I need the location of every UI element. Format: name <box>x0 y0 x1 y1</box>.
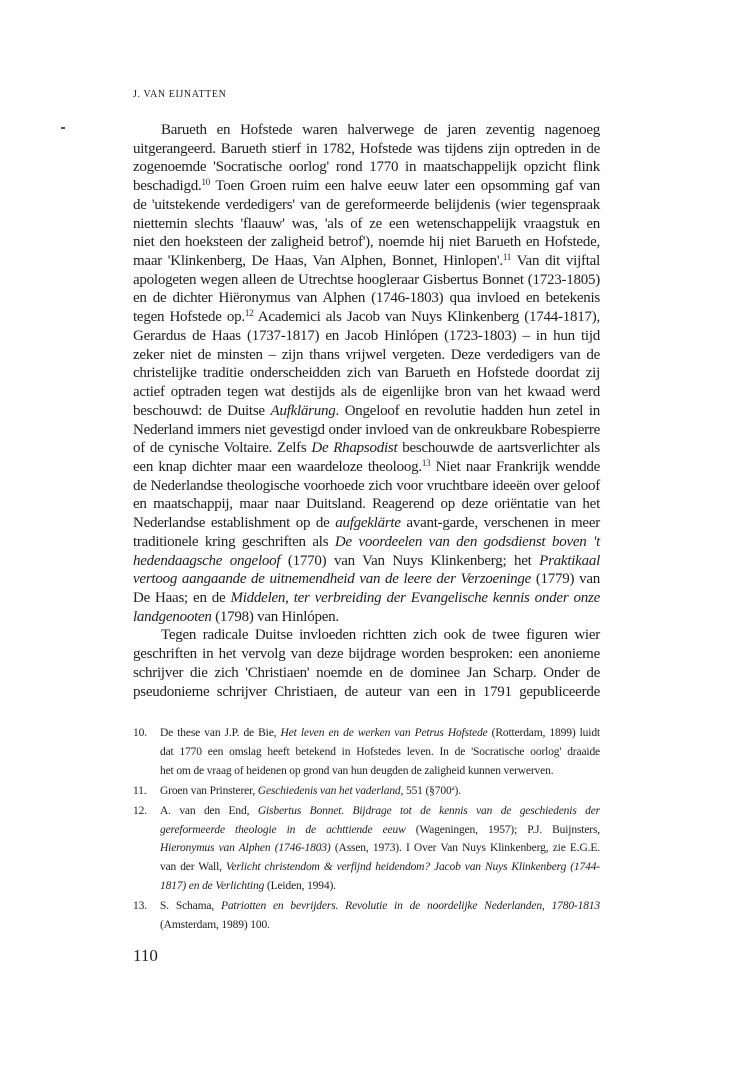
text-segment: (1770) van Van Nuys Klinkenberg; het <box>280 552 540 569</box>
text-segment: maar 'Klinkenberg, De Haas, Van Alphen, Bonnet, Hinlopen'. <box>133 253 503 270</box>
text-segment: een knap dichter maar een waardeloze theoloog. <box>133 458 422 475</box>
italic-text: vertoog aangaande de uitnemendheid van de leere der Verzoeninge <box>133 571 532 588</box>
footnote <box>133 804 600 898</box>
text-segment: traditionele kring geschriften als <box>133 533 335 550</box>
text-segment: Toen Groen ruim een halve eeuw later een opsomming gaf van <box>209 178 600 195</box>
text-segment: Gerardus de Haas (1737-1817) en Jacob Hinlópen (1723-1803) – in hun tijd <box>133 327 600 344</box>
footnote-line <box>160 764 600 783</box>
text-segment: beschouwd: de Duitse <box>133 402 271 419</box>
footnote-reference: 12 <box>244 308 254 319</box>
footnote <box>133 899 600 936</box>
footnote-number: 11. <box>133 784 147 797</box>
footnote-number: 13. <box>133 900 147 913</box>
text-segment: avant-garde, verschenen in meer <box>400 515 600 532</box>
body-line <box>133 589 600 608</box>
italic-text: De voordeelen van den godsdienst boven 't <box>334 533 600 550</box>
footnote-number: 10. <box>133 727 147 740</box>
body-line <box>133 626 600 645</box>
text-segment: schrijver die zich 'Christiaen' noemde en de dominee Jan Scharp. Onder de <box>133 664 600 681</box>
body-line <box>133 158 600 177</box>
text-segment: niettemin slechts 'flaauw' was, 'als of ze een wetenschappelijk vraagstuk en <box>133 215 600 232</box>
italic-text: Patriotten en bevrijders. Revolutie in de noordelijke Nederlanden, 1780-1813 <box>220 900 600 913</box>
text-segment: Academici als Jacob van Nuys Klinkenberg (1744-1817), <box>253 309 600 326</box>
body-line <box>133 308 600 327</box>
text-segment: het om de vraag of heidenen op grond van hun deugden de zaligheid kunnen verwerven. <box>160 764 554 777</box>
body-line <box>133 552 600 571</box>
italic-text: Het leven en de werken van Petrus Hofstede <box>280 727 488 740</box>
text-segment: De these van J.P. de Bie, <box>160 727 281 740</box>
text-segment: tegen Hofstede op. <box>133 309 245 326</box>
text-segment: zogenoemde 'Socratische oorlog' rond 1770 in maatschappelijk opzicht flink <box>133 159 600 176</box>
text-segment: en maatschappij, maar naar Duitsland. Reagerend op deze oriëntatie van het <box>133 496 600 513</box>
text-segment: De Haas; en de <box>133 589 231 606</box>
body-line <box>133 346 600 365</box>
italic-text: Aufklärung <box>270 402 336 419</box>
body-line <box>133 570 600 589</box>
body-line <box>133 439 600 458</box>
footnote-line <box>160 918 600 937</box>
body-line <box>133 533 600 552</box>
footnote-line <box>160 860 600 879</box>
footnote-reference: 13 <box>421 458 431 468</box>
footnote-number: 12. <box>133 805 147 818</box>
body-line <box>133 645 600 664</box>
text-segment: pseudonieme schrijver Christiaen, de auteur van een in 1791 gepubliceerde <box>133 683 600 700</box>
footnote-line <box>160 745 600 764</box>
body-line <box>133 215 600 234</box>
text-segment: Barueth en Hofstede waren halverwege de jaren zeventig nagenoeg <box>161 122 600 138</box>
body-line <box>133 683 600 702</box>
footnote <box>133 726 600 782</box>
body-line <box>133 514 600 533</box>
body-line <box>133 664 600 683</box>
body-line <box>133 289 600 308</box>
body-line <box>133 196 600 215</box>
text-segment: (Assen, 1973). I Over Van Nuys Klinkenberg, zie E.G.E. <box>330 842 600 855</box>
text-segment: Niet naar Frankrijk wendde <box>430 458 600 475</box>
text-segment: (1779) van <box>531 571 600 588</box>
text-segment: (Amsterdam, 1989) 100. <box>160 918 270 931</box>
text-segment: de 'uitstekende verdedigers' van de gereformeerde belijdenis (wier tegenspraak <box>133 196 600 213</box>
italic-text: Praktikaal <box>539 552 600 569</box>
body-line <box>133 421 600 440</box>
text-segment: (Rotterdam, 1899) luidt <box>487 727 600 740</box>
body-line <box>133 177 600 196</box>
text-segment: Van dit vijftal <box>511 253 601 270</box>
footnote-line <box>160 804 600 823</box>
italic-text: Hieronymus van Alphen (1746-1803) <box>160 842 331 855</box>
text-segment: uitgerangeerd. Barueth stierf in 1782, Hofstede was tijdens zijn optreden in de <box>133 140 600 157</box>
body-line <box>133 402 600 421</box>
body-line <box>133 364 600 383</box>
text-segment: Groen van Prinsterer, <box>160 784 258 797</box>
text-segment: niet den hoeksteen der zaligheid betrof'), noemde hij niet Barueth en Hofstede, <box>133 234 600 251</box>
footnote-reference: 11 <box>502 252 512 263</box>
text-segment: Nederland immers niet gevestigd onder invloed van de onkreukbare Robespierre <box>133 421 600 438</box>
italic-text: gereformeerde theologie in de achttiende eeuw <box>160 823 406 836</box>
body-line <box>133 271 600 290</box>
footnote-reference: a <box>451 785 455 793</box>
text-segment: , 551 (§700 <box>400 784 452 797</box>
footnote-reference: 10 <box>201 177 210 188</box>
text-segment: dat 1770 een omslag heeft betekend in Hofstedes leven. In de 'Socratische oorlog' draaide <box>160 746 600 759</box>
footnote <box>133 784 600 803</box>
body-line <box>133 327 600 346</box>
footnotes <box>133 725 600 936</box>
text-segment: Tegen radicale Duitse invloeden richtten zich ook de twee figuren wier <box>161 627 600 644</box>
text-segment: of de cynische Voltaire. Zelfs <box>133 440 312 457</box>
body-line <box>133 252 600 271</box>
text-segment: ). <box>454 784 461 797</box>
body-line <box>133 608 600 627</box>
text-segment: christelijke traditie onderscheidden zich van Barueth en Hofstede doordat zij <box>133 365 600 382</box>
body-text <box>133 121 600 701</box>
body-line <box>133 495 600 514</box>
body-line <box>133 383 600 402</box>
footnote-line <box>160 841 600 860</box>
footnote-line <box>160 899 600 918</box>
text-segment: (Leiden, 1994). <box>264 879 336 892</box>
footnote-line <box>160 879 600 898</box>
italic-text: 1817) en de Verlichting <box>160 879 265 892</box>
italic-text: Middelen, ter verbreiding der Evangelische kennis onder onze <box>230 589 600 606</box>
italic-text: Verlicht christendom & verfijnd heidendom? Jacob van Nuys Klinkenberg (1744- <box>225 861 600 874</box>
italic-text: landgenooten <box>133 608 212 625</box>
text-segment: beschadigd. <box>133 178 202 195</box>
text-segment: actief optraden tegen wat destijds als de eigenlijke bron van het kwaad werd <box>133 384 600 401</box>
page-number: 110 <box>133 946 158 965</box>
text-segment: . Ongeloof en revolutie hadden hun zetel in <box>335 402 600 419</box>
text-segment: (Wageningen, 1957); P.J. Buijnsters, <box>405 823 601 836</box>
text-segment: geschriften in het vervolg van deze bijdrage worden besproken: een anonieme <box>133 646 600 663</box>
text-segment: de Nederlandse theologische voorhoede zich voor vruchtbare ideeën over geloof <box>133 477 600 494</box>
text-segment: Nederlandse establishment op de <box>133 515 336 532</box>
italic-text: De Rhapsodist <box>311 440 398 457</box>
body-line <box>133 233 600 252</box>
body-line <box>133 140 600 159</box>
text-segment: en de dichter Hiëronymus van Alphen (1746-1803) qua invloed en betekenis <box>133 290 600 307</box>
text-segment: (1798) van Hinlópen. <box>211 608 339 625</box>
text-segment: beschouwde de aartsverlichter als <box>397 440 600 457</box>
body-line <box>133 477 600 496</box>
margin-mark <box>61 127 65 129</box>
text-segment: apologeten wegen alleen de Utrechtse hoogleraar Gisbertus Bonnet (1723-1805) <box>133 271 600 288</box>
body-line <box>133 458 600 477</box>
italic-text: aufgeklärte <box>335 515 401 532</box>
italic-text: Gisbertus Bonnet. Bijdrage tot de kennis van de geschiedenis der <box>257 805 600 818</box>
text-segment: S. Schama, <box>160 900 221 913</box>
footnote-line <box>160 784 600 803</box>
running-head: J. VAN EIJNATTEN <box>133 89 227 100</box>
body-line <box>133 121 600 140</box>
text-segment: van der Wall, <box>160 861 226 874</box>
italic-text: hedendaagsche ongeloof <box>133 552 281 569</box>
footnote-line <box>160 823 600 842</box>
text-segment: A. van den End, <box>160 805 258 818</box>
text-segment: zeker niet de minsten – zijn thans vrijwel vergeten. Deze verdedigers van de <box>133 346 600 363</box>
italic-text: Geschiedenis van het vaderland <box>257 784 401 797</box>
footnote-line <box>160 726 600 745</box>
